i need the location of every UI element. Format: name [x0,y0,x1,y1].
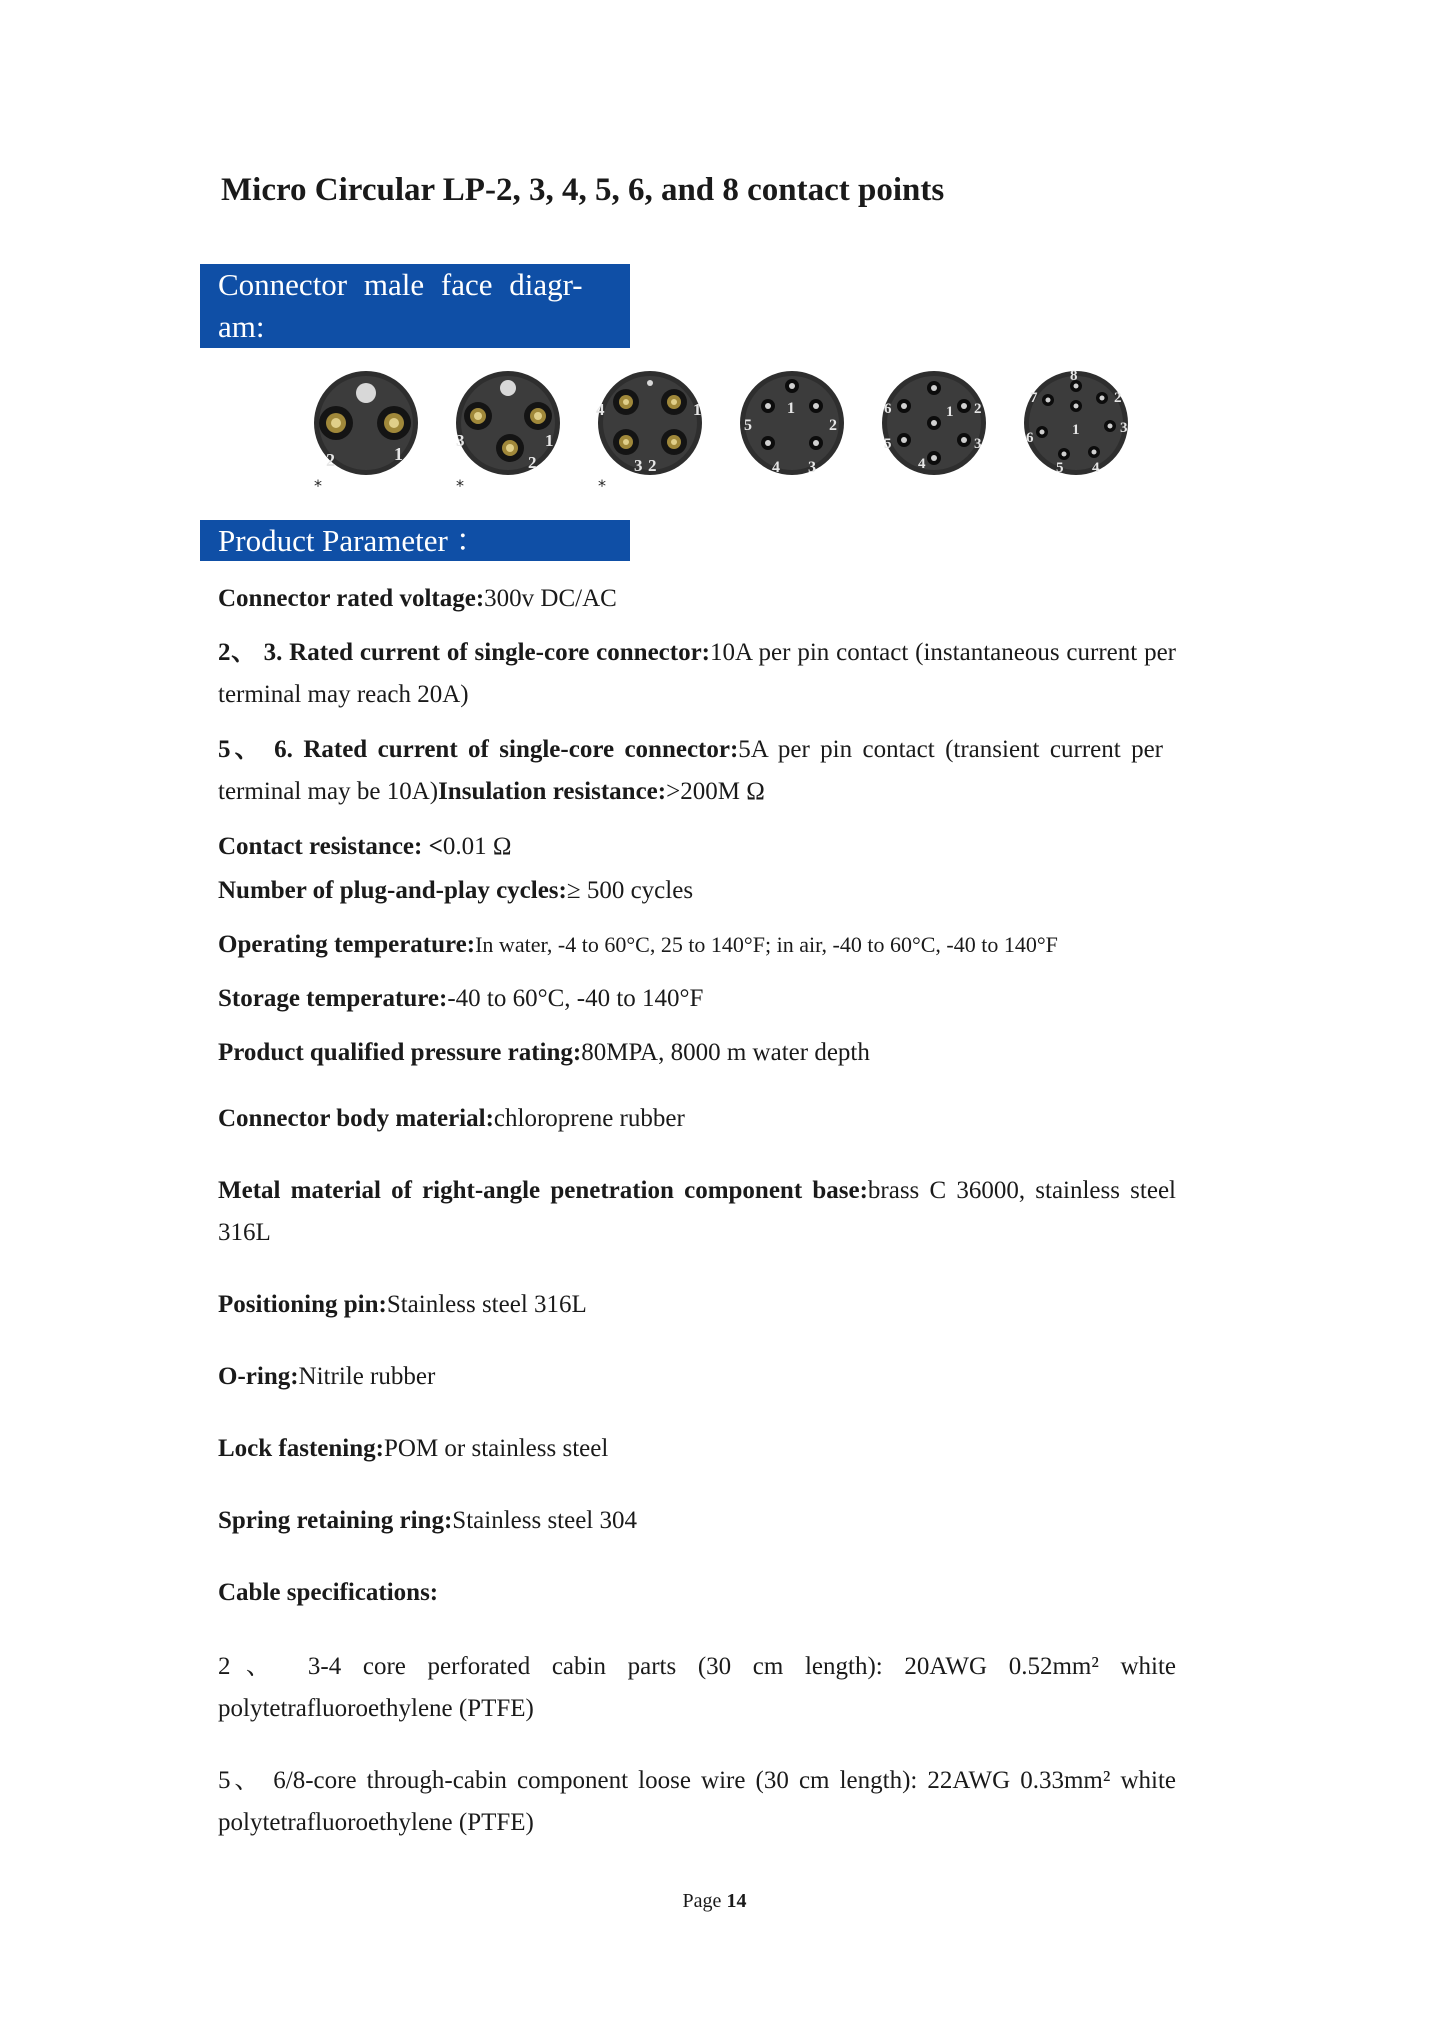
pin-label: 5 [884,436,892,452]
param-contact-resistance [218,826,1176,868]
param-body-material [218,1098,1176,1140]
pin-label: 3 [1120,420,1128,436]
pin-label: 1 [946,404,954,420]
pin-label: 2 [648,456,657,475]
param-operating-temperature [218,924,1176,966]
pin-label: 1 [787,400,795,417]
param-label: 5、 6. Rated current of single-core connector: [218,736,739,763]
param-value: Nitrile rubber [298,1363,436,1390]
param-rated-voltage [218,578,1176,620]
asterisk-mark: * [598,476,606,495]
section-banner-face-diagram: Connector male face diagr-am: [200,264,630,348]
page-number: 14 [726,1890,747,1912]
pin-label: 5 [744,417,752,434]
pin-label: 2 [974,401,982,417]
pin-label: 6 [1026,430,1034,446]
pin-label: 4 [1092,460,1100,476]
param-value: >200M Ω [666,778,765,805]
pin-label: 2 [326,450,335,470]
section-banner-product-parameter: Product Parameter ： [200,520,630,561]
param-label: Spring retaining ring: [218,1507,453,1534]
connector-2-pin-face [306,368,426,498]
param-value: ≥ 500 cycles [566,877,694,904]
param-current-2-3 [218,632,1176,716]
param-plug-cycles [218,870,1176,912]
param-label: Lock fastening: [218,1435,384,1462]
connector-5-pin-face [732,368,852,498]
connector-8-pin-face [1016,368,1136,498]
param-cable-heading [218,1572,1176,1614]
param-storage-temperature [218,978,1176,1020]
pin-label: 2 [829,417,837,434]
pin-label: 2 [528,453,537,472]
connector-4-pin-face [590,368,710,498]
pin-label: 1 [545,431,554,450]
page-title: Micro Circular LP-2, 3, 4, 5, 6, and 8 contact points [221,172,945,208]
pin-label: 3 [808,459,816,476]
param-lock-fastening [218,1428,1176,1470]
param-cable-spec-1 [218,1646,1176,1730]
param-metal-material [218,1170,1176,1254]
param-value: Stainless steel 304 [452,1507,638,1534]
param-label: O-ring: [218,1363,299,1390]
param-value: 10A per pin contact (instantaneous current per terminal may reach 20A) [218,639,1176,708]
param-spring-ring [218,1500,1176,1542]
param-cable-spec-2 [218,1760,1176,1844]
asterisk-mark: * [314,476,322,495]
param-positioning-pin [218,1284,1176,1326]
pin-label: 4 [918,456,926,472]
pin-label: 3 [634,456,643,475]
param-label: Connector body material: [218,1105,494,1132]
pin-label: 4 [596,400,605,419]
pin-label: 1 [693,400,702,419]
param-value: 5、 6/8-core through-cabin component loose wire (30 cm length): 22AWG 0.33mm² white polytetrafluoroethylene (PTFE) [218,1767,1176,1836]
connector-face-diagrams [306,368,1136,498]
param-value: -40 to 60°C, -40 to 140°F [447,985,704,1012]
param-label: Cable specifications: [218,1579,439,1606]
param-label: Operating temperature: [218,931,476,958]
pin-label: 2 [1114,390,1122,406]
param-label: Insulation resistance: [438,778,667,805]
param-value: 80MPA, 8000 m water depth [581,1039,870,1066]
page-label: Page [682,1890,722,1912]
param-o-ring [218,1356,1176,1398]
asterisk-mark: * [456,476,464,495]
param-label: Contact resistance: < [218,833,443,860]
param-value: 0.01 Ω [442,833,512,860]
param-pressure-rating [218,1032,1176,1074]
pin-label: 6 [884,401,892,417]
param-label: 2、 3. Rated current of single-core connector: [218,639,711,666]
pin-label: 8 [1070,368,1078,384]
param-value: Stainless steel 316L [386,1291,587,1318]
pin-label: 3 [456,431,465,450]
connector-6-pin-face [874,368,994,498]
page-footer [0,1890,1429,1913]
param-label: Product qualified pressure rating: [218,1039,582,1066]
param-label: Number of plug-and-play cycles: [218,877,567,904]
param-value: brass C 36000, stainless steel 316L [218,1177,1176,1246]
pin-label: 4 [772,459,780,476]
param-label: Positioning pin: [218,1291,387,1318]
param-value: In water, -4 to 60°C, 25 to 140°F; in air, -40 to 60°C, -40 to 140°F [475,932,1058,957]
pin-label: 5 [1056,460,1064,476]
param-label: Connector rated voltage: [218,585,485,612]
param-value: chloroprene rubber [493,1105,685,1132]
param-value: 5A per pin contact (transient current per terminal may be 10A) [218,736,1163,805]
pin-label: 1 [1072,422,1080,438]
pin-label: 7 [1030,390,1038,406]
pin-label: 3 [974,436,982,452]
param-label: Storage temperature: [218,985,448,1012]
pin-label: 1 [394,444,403,464]
param-current-5-6 [218,729,1163,813]
param-value: 2、 3-4 core perforated cabin parts (30 cm length): 20AWG 0.52mm² white polytetrafluoroethylene (PTFE) [218,1653,1176,1722]
param-label: Metal material of right-angle penetration component base: [218,1177,868,1204]
param-value: POM or stainless steel [383,1435,609,1462]
param-value: 300v DC/AC [484,585,617,612]
connector-3-pin-face [448,368,568,498]
